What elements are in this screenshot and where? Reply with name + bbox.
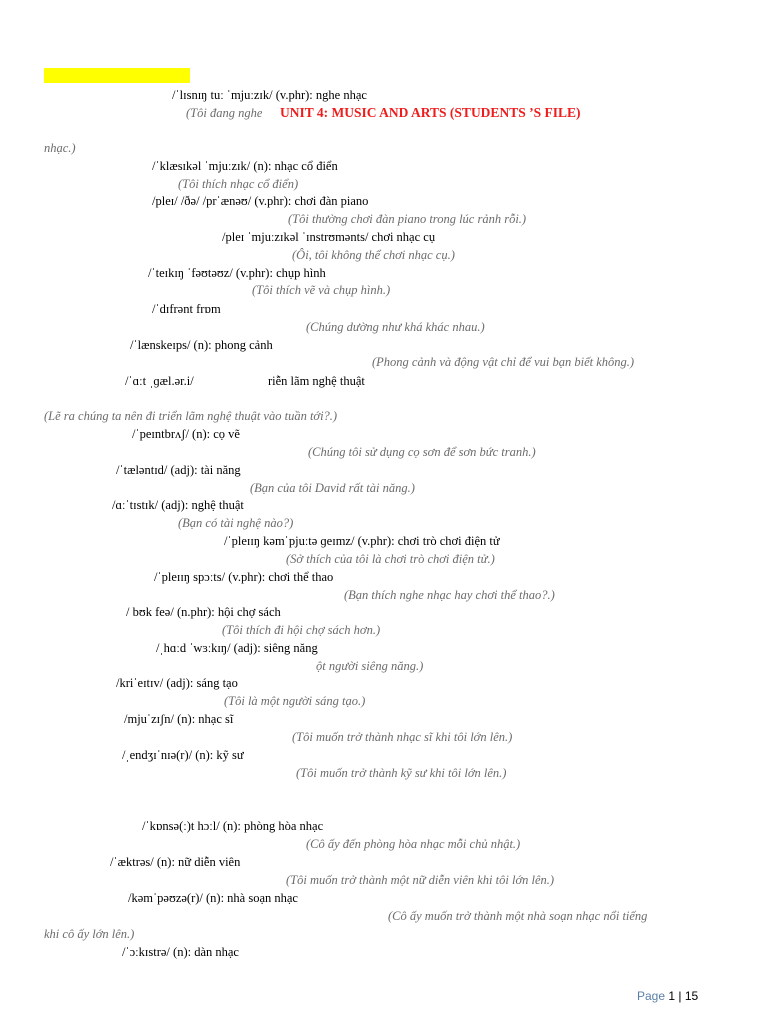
highlight-mark — [44, 68, 190, 83]
vocab-playing-sports: /ˈpleɪɪŋ spɔːts/ (v.phr): chơi thể thao — [154, 570, 334, 584]
example-landscapes: (Phong cảnh và động vật chỉ để vui bạn biết không.) — [372, 355, 635, 369]
example-talented: (Bạn của tôi David rất tài năng.) — [250, 481, 415, 495]
page-footer — [637, 989, 698, 1003]
example-actress: (Tôi muốn trở thành một nữ diễn viên khi tôi lớn lên.) — [286, 873, 555, 887]
vocab-paintbrush: /ˈpeɪntbrʌʃ/ (n): cọ vẽ — [132, 427, 240, 441]
example-musician: (Tôi muốn trở thành nhạc sĩ khi tôi lớn lên.) — [292, 730, 513, 744]
vocab-play-the-piano: /pleɪ/ /ðə/ /prˈænəʊ/ (v.phr): chơi đàn piano — [152, 194, 369, 208]
example-classical-music: (Tôi thích nhạc cổ điển) — [178, 177, 299, 191]
vocab-actress: /ˈæktrəs/ (n): nữ diễn viên — [110, 855, 241, 869]
vocab-musical-instruments: /pleɪ ˈmjuːzɪkəl ˈɪnstrʊmənts/ chơi nhạc cụ — [222, 230, 436, 244]
example-composer-continued: khi cô ấy lớn lên.) — [44, 927, 135, 941]
footer-page-number: 1 — [668, 989, 676, 1003]
example-play-the-piano: (Tôi thường chơi đàn piano trong lúc rảnh rỗi.) — [288, 212, 527, 226]
example-listening-to-music: (Tôi đang nghe — [186, 106, 263, 120]
vocab-computer-games: /ˈpleɪɪŋ kəmˈpjuːtə ɡeɪmz/ (v.phr): chơi trò chơi điện tử — [224, 534, 500, 548]
example-different-from: (Chúng dường như khá khác nhau.) — [306, 320, 485, 334]
footer-page-total: 15 — [684, 989, 699, 1003]
vocab-musician: /mjuˈzɪʃn/ (n): nhạc sĩ — [124, 712, 234, 726]
vocab-concert-hall: /ˈkɒnsə(ː)t hɔːl/ (n): phòng hòa nhạc — [142, 819, 324, 833]
example-playing-sports: (Bạn thích nghe nhạc hay chơi thể thao?.) — [344, 588, 555, 602]
vocab-classical-music: /ˈklæsɪkəl ˈmjuːzɪk/ (n): nhạc cổ điển — [152, 159, 338, 173]
vocab-creative: /kriˈeɪtɪv/ (adj): sáng tạo — [116, 676, 238, 690]
example-composer: (Cô ấy muốn trở thành một nhà soạn nhạc nổi tiếng — [388, 909, 648, 923]
vocab-landscapes: /ˈlænskeɪps/ (n): phong cảnh — [130, 338, 273, 352]
example-creative: (Tôi là một người sáng tạo.) — [224, 694, 366, 708]
example-musical-instruments: (Ôi, tôi không thể chơi nhạc cụ.) — [292, 248, 455, 262]
vocab-talented: /ˈtæləntɪd/ (adj): tài năng — [116, 463, 241, 477]
vocab-hard-working: /ˌhɑːd ˈwɜːkɪŋ/ (adj): siêng năng — [156, 641, 318, 655]
vocab-orchestra: /ˈɔːkɪstrə/ (n): dàn nhạc — [122, 945, 239, 959]
example-art-gallery: (Lẽ ra chúng ta nên đi triển lãm nghệ thuật vào tuần tới?.) — [44, 409, 338, 423]
vocab-art-gallery-meaning: riễn lãm nghệ thuật — [268, 374, 365, 388]
vocab-engineer: /ˌendʒɪˈnɪə(r)/ (n): kỹ sư — [122, 748, 244, 762]
vocab-listening-to-music: /ˈlɪsnɪŋ tuː ˈmjuːzɪk/ (v.phr): nghe nhạc — [172, 88, 367, 102]
example-computer-games: (Sở thích của tôi là chơi trò chơi điện tử.) — [286, 552, 495, 566]
example-book-fair: (Tôi thích đi hội chợ sách hơn.) — [222, 623, 381, 637]
vocab-book-fair: / bʊk feə/ (n.phr): hội chợ sách — [126, 605, 281, 619]
vocab-taking-photos: /ˈteɪkɪŋ ˈfəʊtəʊz/ (v.phr): chụp hình — [148, 266, 326, 280]
example-hard-working: ột người siêng năng.) — [316, 659, 424, 673]
example-taking-photos: (Tôi thích vẽ và chụp hình.) — [252, 283, 391, 297]
example-paintbrush: (Chúng tôi sử dụng cọ sơn để sơn bức tranh.) — [308, 445, 536, 459]
vocab-different-from: /ˈdɪfrənt frɒm — [152, 302, 221, 316]
footer-page-word: Page — [637, 989, 666, 1003]
vocab-composer: /kəmˈpəʊzə(r)/ (n): nhà soạn nhạc — [128, 891, 298, 905]
page-title: UNIT 4: MUSIC AND ARTS (STUDENTS ’S FILE) — [280, 105, 581, 120]
vocab-artistic: /ɑːˈtɪstɪk/ (adj): nghệ thuật — [112, 498, 244, 512]
example-engineer: (Tôi muốn trở thành kỹ sư khi tôi lớn lên.) — [296, 766, 507, 780]
example-listening-continued: nhạc.) — [44, 141, 76, 155]
footer-separator: | — [678, 989, 682, 1003]
example-artistic: (Bạn có tài nghệ nào?) — [178, 516, 294, 530]
vocab-art-gallery-phonetic: /ˈɑːt ˌɡæl.ər.i/ — [125, 374, 194, 388]
example-concert-hall: (Cô ấy đến phòng hòa nhạc mỗi chủ nhật.) — [306, 837, 521, 851]
